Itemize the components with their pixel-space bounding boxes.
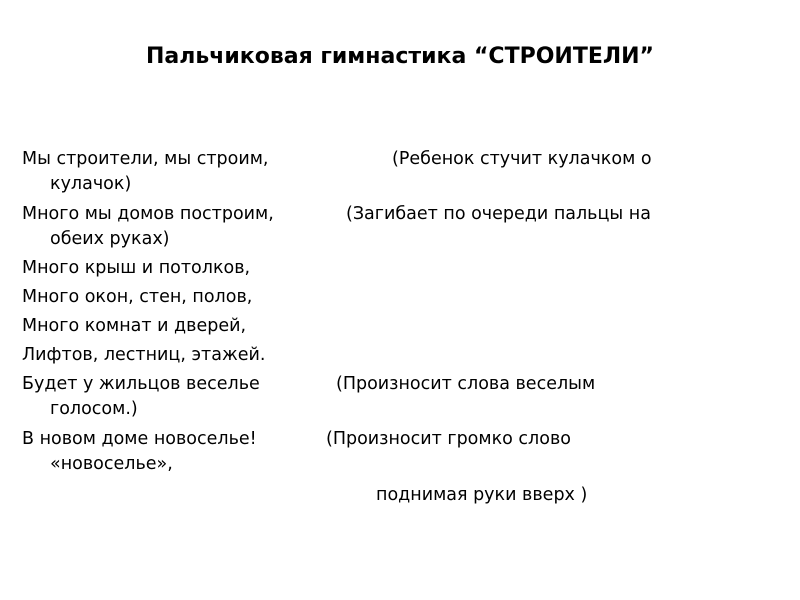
verse-line: Много окон, стен, полов, bbox=[22, 287, 253, 307]
action-note-continued: обеих руках) bbox=[50, 229, 170, 249]
verse-line: В новом доме новоселье! bbox=[22, 429, 257, 449]
action-note-continued: голосом.) bbox=[50, 399, 138, 419]
action-note: (Загибает по очереди пальцы на bbox=[346, 204, 651, 224]
action-note: (Ребенок стучит кулачком о bbox=[392, 149, 652, 169]
action-note: (Произносит слова веселым bbox=[336, 374, 596, 394]
verse-line: Мы строители, мы строим, bbox=[22, 149, 269, 169]
slide-title: Пальчиковая гимнастика “СТРОИТЕЛИ” bbox=[145, 44, 654, 69]
verse-line: Много комнат и дверей, bbox=[22, 316, 247, 336]
action-note-continued: кулачок) bbox=[50, 174, 132, 194]
verse-line: Будет у жильцов веселье bbox=[22, 374, 260, 394]
action-note-continued: «новоселье», bbox=[50, 454, 173, 474]
action-note-extra: поднимая руки вверх ) bbox=[376, 485, 588, 505]
verse-line: Много крыш и потолков, bbox=[22, 258, 251, 278]
verse-line: Много мы домов построим, bbox=[22, 204, 274, 224]
action-note: (Произносит громко слово bbox=[326, 429, 571, 449]
verse-line: Лифтов, лестниц, этажей. bbox=[22, 345, 266, 365]
